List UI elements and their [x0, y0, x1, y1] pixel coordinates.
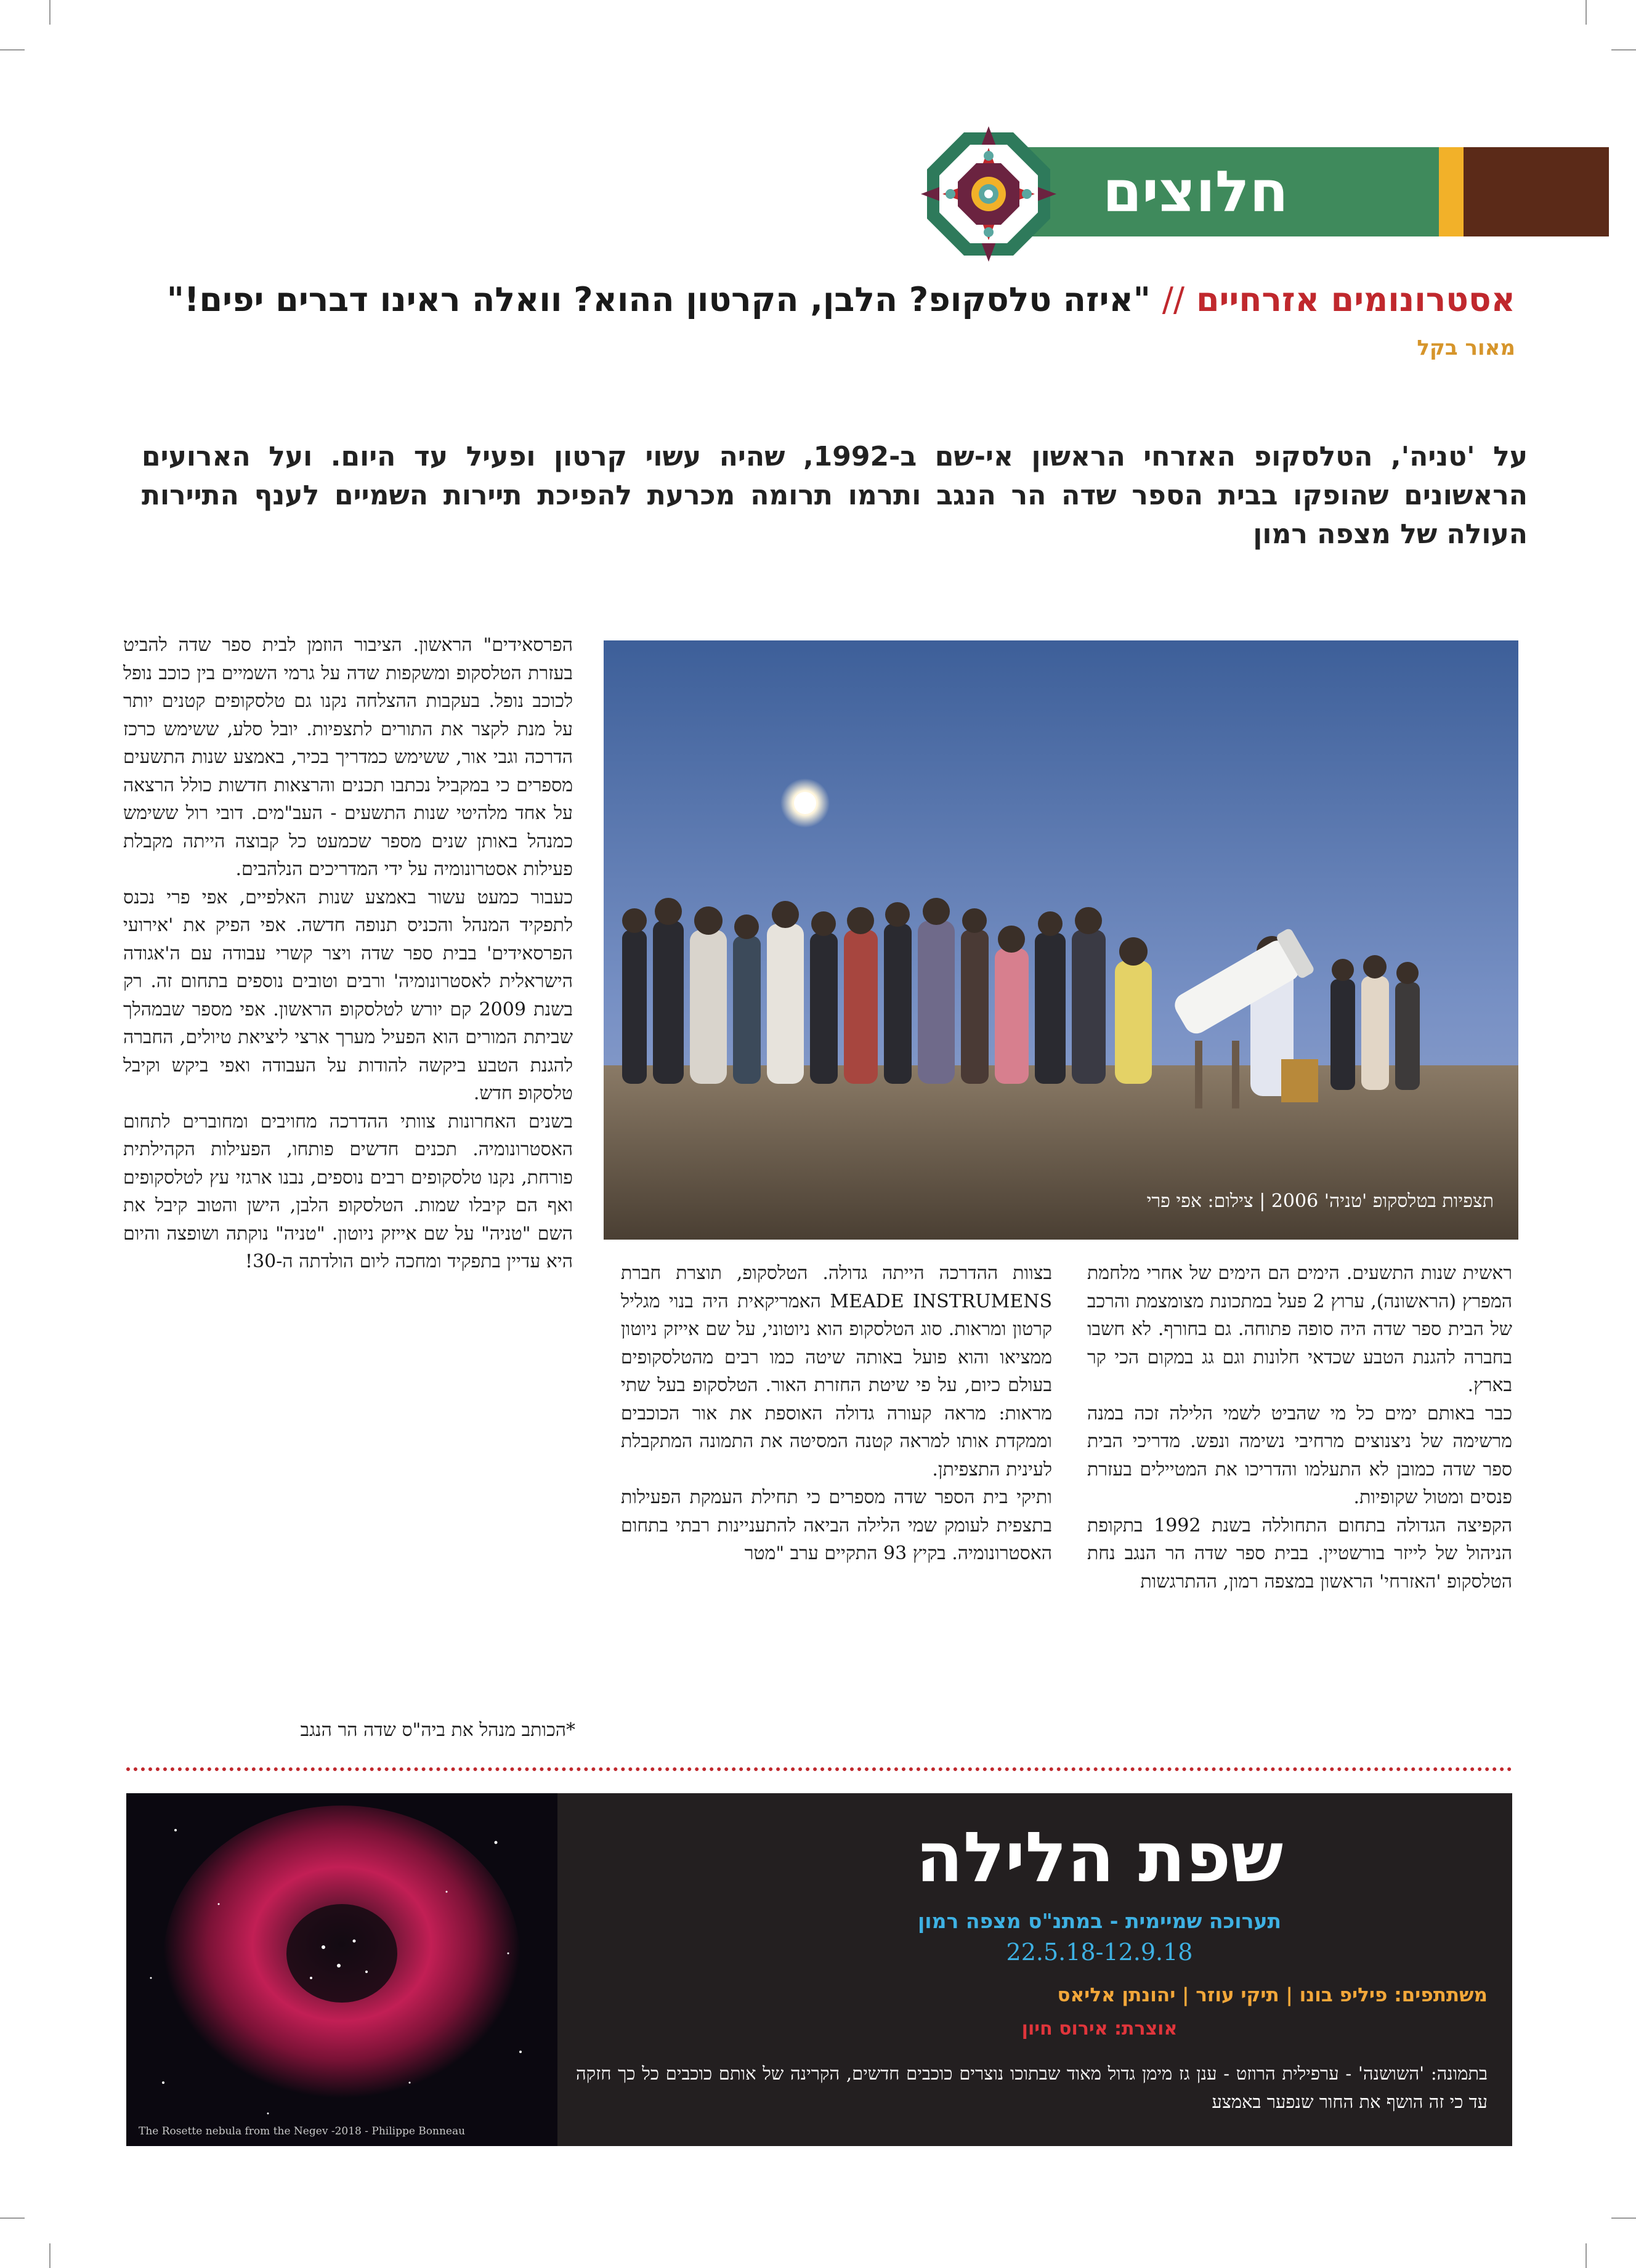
crop-mark — [1611, 2218, 1636, 2219]
exhibition-curator: אוצרת: אירוס חיון — [1021, 2018, 1178, 2040]
author-note: *הכותב מנהל את ביה"ס שדה הר הנגב — [300, 1719, 575, 1741]
band-gold-stripe — [1439, 147, 1464, 236]
article-kicker: אסטרונומים אזרחיים — [1196, 280, 1515, 319]
article-column-middle — [621, 1259, 1052, 1568]
crop-mark — [49, 0, 51, 25]
crop-mark — [49, 2243, 51, 2268]
article-column-left — [123, 631, 573, 1276]
paragraph: ותיקי בית הספר שדה מספרים כי תחילת העמקת הפעילות בתצפית לעומק שמי הלילה הביאה להתעניינות רבתי בתחום האסטרונומיה. בקיץ 93 התקיים ערב "מטר — [621, 1487, 1052, 1564]
geometric-star-emblem-icon — [918, 123, 1059, 265]
participants-label: משתתפים: — [1394, 1984, 1488, 2006]
paragraph: כעבור כמעט עשור באמצע שנות האלפיים, אפי פרי נכנס לתפקיד המנהל והכניס תנופה חדשה. אפי הפיק את 'אירועי הפרסאידים' בבית ספר שדה ויצר קשרי עבודה עם ה'אגודה הישראלית לאסטרונומיה' ורבים וטובים נוספים בתחום זה. רק בשנת 2009 קם יורש לטלסקופ הראשון. אפי מספר שבמהלך שביתת המורים הוא הפעיל מערך ארצי ליציאת טיולים, החברה להגנת הטבע ביקשה להודות על העבודה ואפי ביקש וקיבל טלסקופ חדש. — [123, 886, 573, 1104]
article-column-right — [1087, 1259, 1512, 1596]
exhibition-banner — [126, 1793, 1512, 2146]
article-title: "איזה טלסקופ? הלבן, הקרטון ההוא? וואלה ראינו דברים יפים!" — [166, 280, 1151, 319]
telescope-observation-photo — [604, 640, 1518, 1240]
exhibition-title: שפת הלילה — [915, 1818, 1284, 1898]
crop-mark — [0, 49, 25, 50]
image-credit: The Rosette nebula from the Negev -2018 - Philippe Bonneau — [139, 2125, 466, 2137]
paragraph: בצוות ההדרכה הייתה גדולה. הטלסקופ, תוצרת חברת MEADE INSTRUMENS האמריקאית היה בנוי מגליל קרטון ומראות. סוג הטלסקופ הוא ניוטוני, על שם אייזק ניוטון ממציאו והוא פועל באותה שיטה כמו רבים מהטלסקופים בעולם כיום, על פי שיטת החזרת האור. הטלסקופ בעל שתי מראות: מראה קעורה גדולה האוספת את אור הכוכבים וממקדת אותו למראה קטנה המסיטה את התמונה המתקבלת לעינית התצפיתן. — [621, 1262, 1052, 1480]
band-brown-stripe — [1464, 147, 1609, 236]
exhibition-info — [557, 1793, 1512, 2146]
paragraph: כבר באותם ימים כל מי שהביט לשמי הלילה זכה במנה מרשימה של ניצנוצים מרחיבי נשימה ונפש. מדריכי הבית ספר שדה כמובן לא התעלמו והדריכו את המטיילים בעזרת פנסים ומטול שקופיות. — [1087, 1402, 1512, 1508]
section-label: חלוצים — [1103, 159, 1289, 225]
paragraph: הפרסאידים" הראשון. הציבור הוזמן לבית ספר שדה להביט בעזרת הטלסקופ ומשקפות שדה על גרמי השמיים בין כוכב נופל לכוכב נופל. בעקבות ההצלחה נקנו גם טלסקופים קטנים יותר על מנת לקצר את התורים לתצפיות. יובל סלע, ששימש כרכז הדרכה וגבי אור, ששימש כמדריך בכיר, באמצע שנות התשעים מספרים כי במקביל נכתבו תכנים והרצאות חדשות כולל הרצאה על אחד מלהיטי שנות התשעים - העב"מים. דובי רול ששימש כמנהל באותן שנים מספר שכמעט כל קבוצה הייתה מקבלת פעילות אסטרונומיה על ידי המדריכים הנלהבים. — [123, 634, 573, 880]
exhibition-participants — [1058, 1984, 1488, 2006]
crop-mark — [1585, 0, 1587, 25]
dotted-divider — [126, 1767, 1512, 1771]
headline-separator: // — [1162, 280, 1185, 319]
paragraph: בשנים האחרונות צוותי ההדרכה מחויבים ומחוברים לתחום האסטרונומיה. תכנים חדשים פותחו, הפעילות הקהילתית פורחת, נקנו טלסקופים רבים נוספים, נבנו ארגזי עץ לטלסקופים ואף הם קיבלו שמות. הטלסקופ הלבן, הישן והטוב קיבל את השם "טניה" על שם אייזק ניוטון. "טניה" נוקתה ושופצה והיום היא עדיין בתפקיד ומחכה ליום הולדתה ה-30! — [123, 1110, 573, 1272]
crop-mark — [0, 2218, 25, 2219]
participants-names: פיליפ בונו | תיקי עוזר | יהונתן אליאס — [1057, 1984, 1388, 2006]
paragraph: ראשית שנות התשעים. הימים הם הימים של אחרי מלחמת המפרץ (הראשונה), ערוץ 2 פעל במתכונת מצומצמת והרכב של הבית ספר שדה היה סופה פתוחה. גם בחורף. לא חשבו בחברה להגנת הטבע שכדאי חלונות וגם גג במקום הכי קר בארץ. — [1087, 1262, 1512, 1396]
crop-mark — [1585, 2243, 1587, 2268]
author-byline: מאור בקל — [1417, 336, 1515, 360]
article-headline — [123, 280, 1515, 319]
photo-caption: תצפיות בטלסקופ 'טניה' 2006 | צילום: אפי פרי — [1146, 1190, 1494, 1212]
article-lead: על 'טניה', הטלסקופ האזרחי הראשון אי-שם ב-1992, שהיה עשוי קרטון ופעיל עד היום. ועל הארועים הראשונים שהופקו בבית הספר שדה הר הנגב ותרמו תרומה מכרעת להפיכת תיירות השמיים לענף התיירות העולה של מצפה רמון — [142, 441, 1528, 550]
exhibition-dates: 22.5.18-12.9.18 — [1006, 1939, 1193, 1966]
exhibition-description: בתמונה: 'השושנה' - ערפילית הרוזט - ענן גז מימן גדול מאוד שבתוכו נוצרים כוכבים חדשים, הקרינה של אותם כוכבים כל כך חזקה עד כי זה הושף את החור שנפער באמצע — [576, 2063, 1488, 2112]
crop-mark — [1611, 49, 1636, 50]
rosette-nebula-image — [126, 1793, 557, 2146]
paragraph: הקפיצה הגדולה בתחום התחוללה בשנת 1992 בתקופת הניהול של לייזר בורשטיין. בבית ספר שדה הר הנגב נחת הטלסקופ 'האזרחי' הראשון במצפה רמון, ההתרגשות — [1087, 1514, 1512, 1592]
exhibition-subtitle: תערוכה שמיימית - במתנ"ס מצפה רמון — [917, 1909, 1282, 1933]
